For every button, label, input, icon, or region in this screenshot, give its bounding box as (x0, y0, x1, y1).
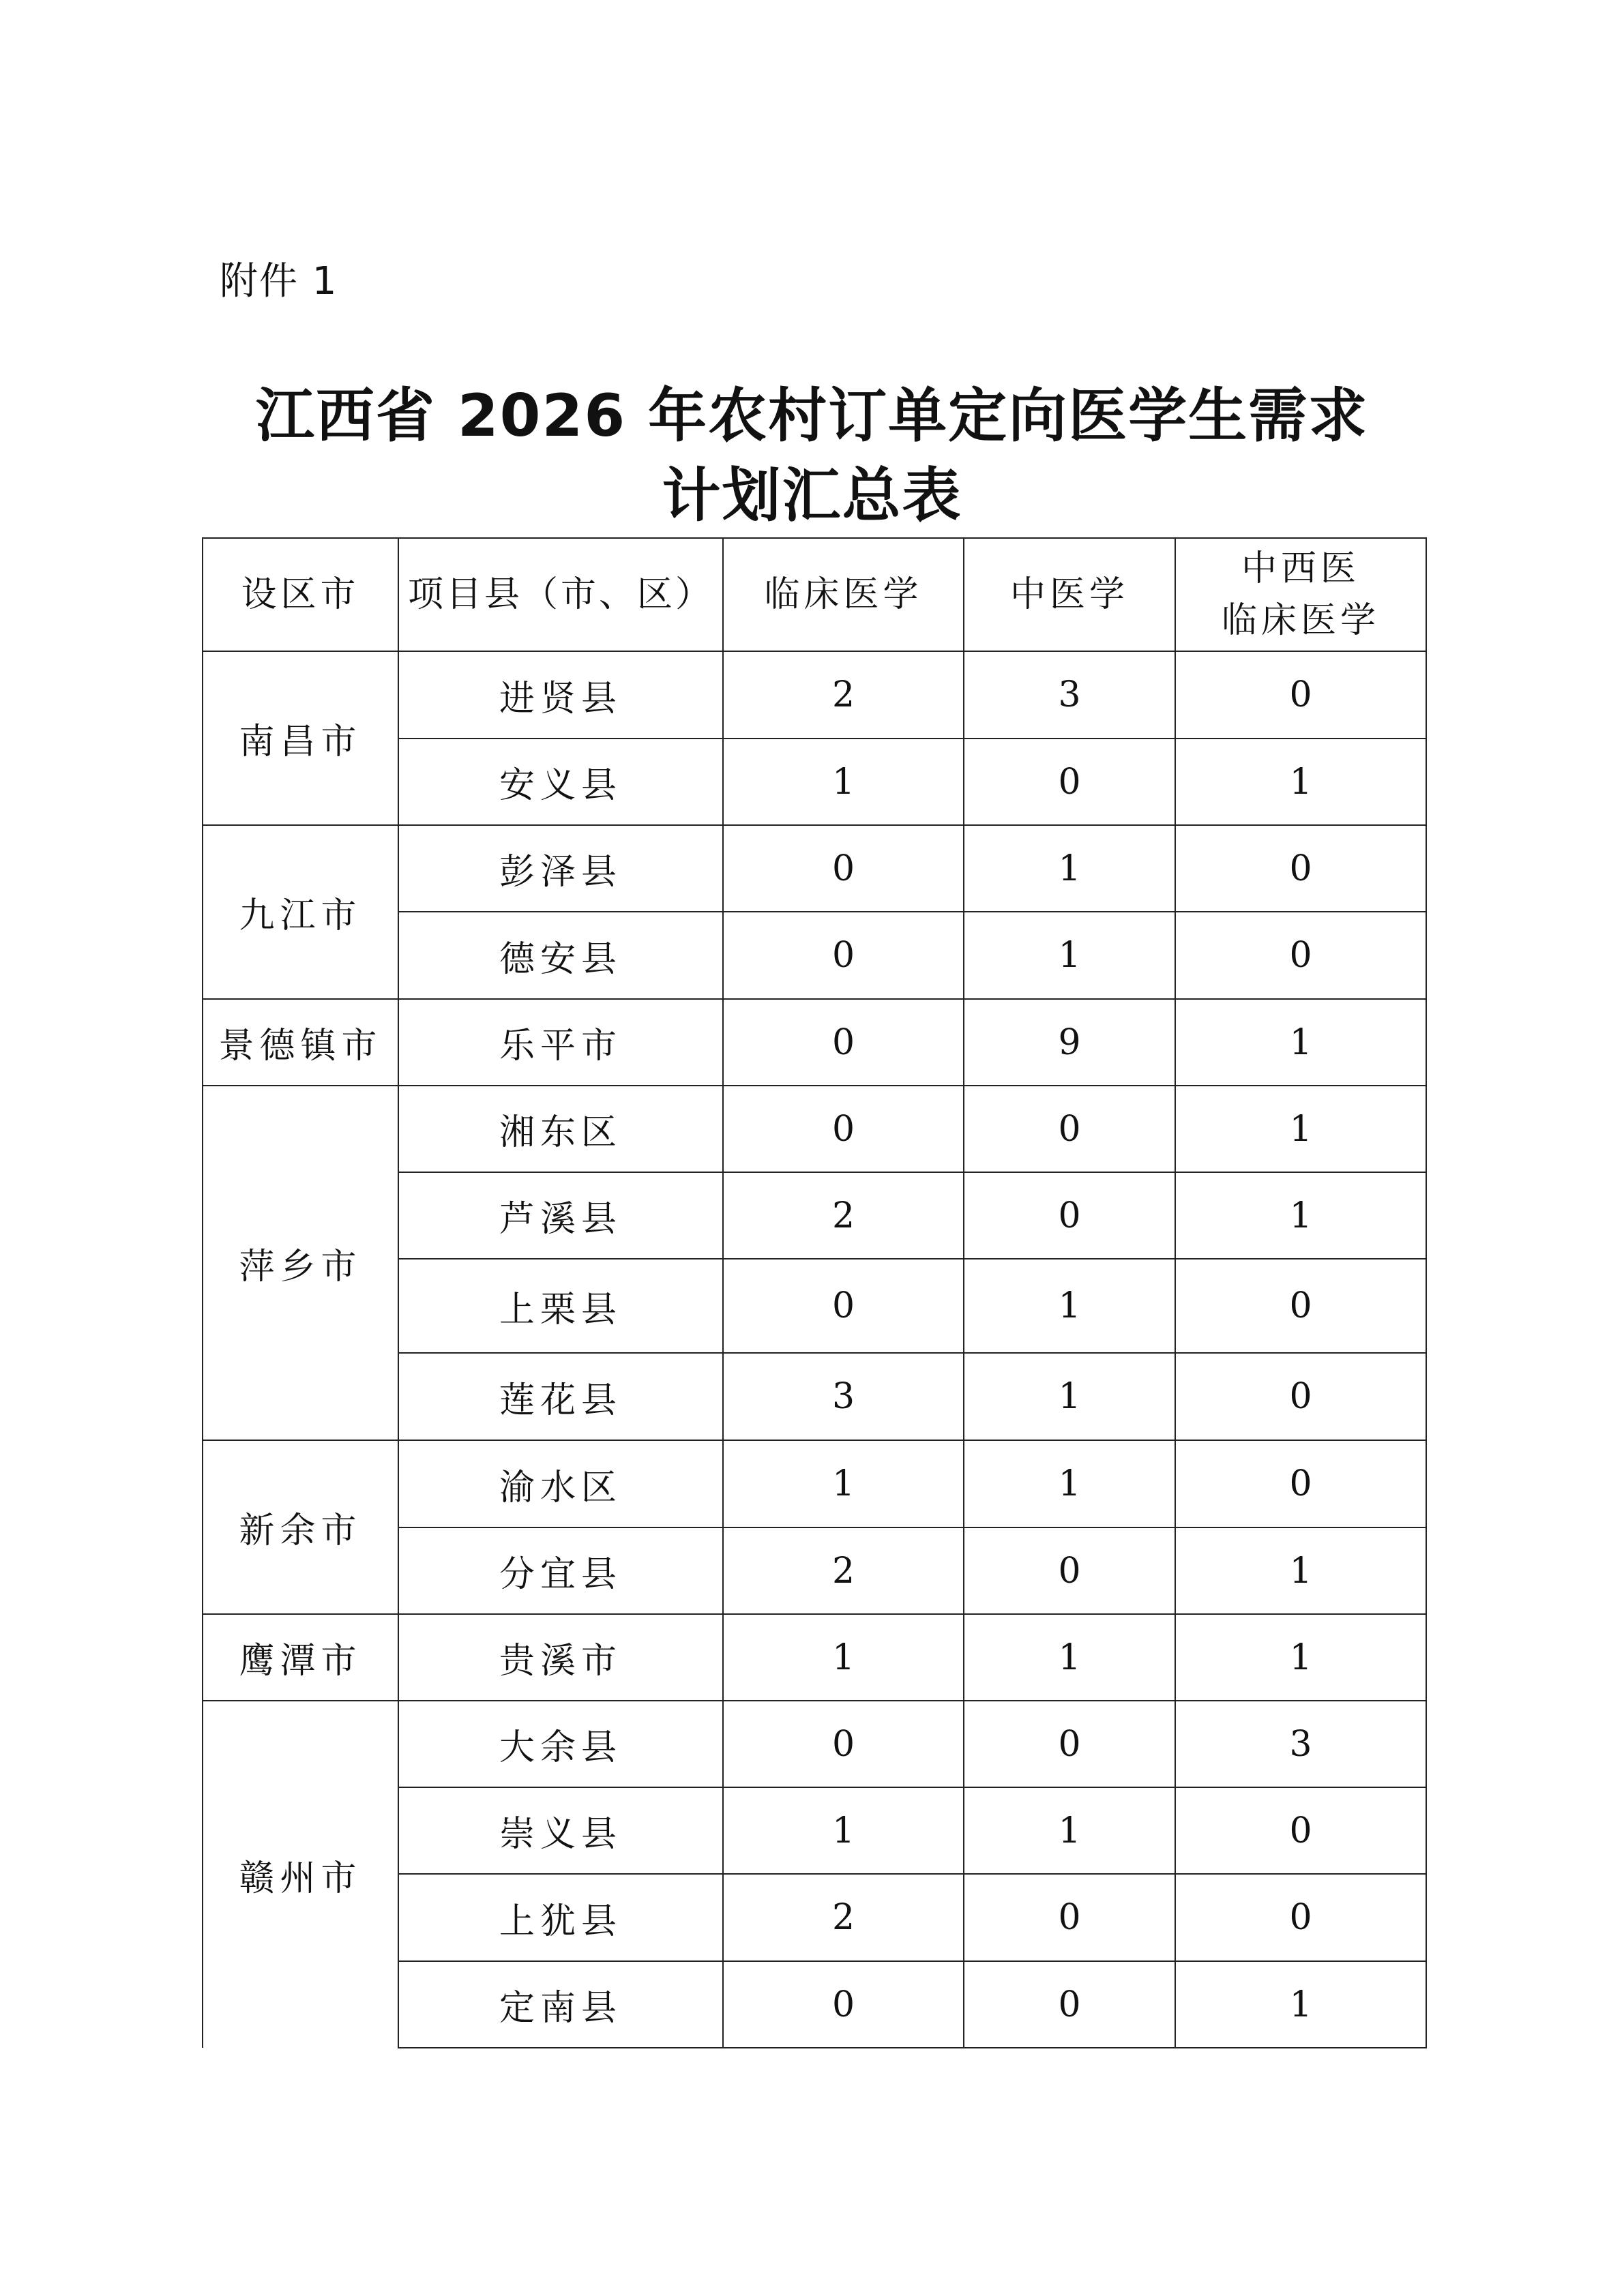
demand-plan-table (202, 537, 1427, 2048)
header-city: 设区市 (203, 538, 398, 651)
city-cell: 赣州市 (203, 1701, 398, 2048)
clinical-cell: 2 (723, 1874, 964, 1961)
tcm-cell: 0 (964, 1086, 1175, 1172)
tcm-cell: 1 (964, 1440, 1175, 1527)
attachment-label: 附件 1 (220, 259, 338, 303)
county-cell: 分宜县 (398, 1527, 723, 1614)
city-cell: 萍乡市 (203, 1086, 398, 1440)
table-row (203, 1701, 1426, 1787)
integrated-cell: 1 (1175, 1527, 1426, 1614)
clinical-cell: 0 (723, 1701, 964, 1787)
county-cell: 湘东区 (398, 1086, 723, 1172)
county-cell: 贵溪市 (398, 1614, 723, 1701)
county-cell: 渝水区 (398, 1440, 723, 1527)
tcm-cell: 0 (964, 1527, 1175, 1614)
tcm-cell: 1 (964, 1614, 1175, 1701)
city-cell: 九江市 (203, 825, 398, 999)
clinical-cell: 1 (723, 1787, 964, 1874)
table-row (203, 1086, 1426, 1172)
table-header-row (203, 538, 1426, 651)
table-row (203, 999, 1426, 1086)
clinical-cell: 2 (723, 651, 964, 739)
tcm-cell: 1 (964, 1787, 1175, 1874)
table-row (203, 1440, 1426, 1527)
tcm-cell: 0 (964, 1874, 1175, 1961)
city-cell: 景德镇市 (203, 999, 398, 1086)
county-cell: 定南县 (398, 1961, 723, 2048)
table-row (203, 651, 1426, 739)
integrated-cell: 1 (1175, 1614, 1426, 1701)
tcm-cell: 0 (964, 1172, 1175, 1259)
county-cell: 乐平市 (398, 999, 723, 1086)
city-cell: 南昌市 (203, 651, 398, 825)
header-integrated-line2: 临床医学 (1221, 600, 1380, 641)
clinical-cell: 0 (723, 1086, 964, 1172)
tcm-cell: 0 (964, 739, 1175, 825)
header-county: 项目县（市、区） (398, 538, 723, 651)
integrated-cell: 3 (1175, 1701, 1426, 1787)
clinical-cell: 3 (723, 1353, 964, 1440)
clinical-cell: 2 (723, 1527, 964, 1614)
county-cell: 德安县 (398, 912, 723, 999)
county-cell: 莲花县 (398, 1353, 723, 1440)
integrated-cell: 0 (1175, 912, 1426, 999)
clinical-cell: 0 (723, 1961, 964, 2048)
clinical-cell: 0 (723, 912, 964, 999)
county-cell: 上栗县 (398, 1259, 723, 1353)
integrated-cell: 0 (1175, 651, 1426, 739)
integrated-cell: 1 (1175, 999, 1426, 1086)
county-cell: 大余县 (398, 1701, 723, 1787)
tcm-cell: 1 (964, 912, 1175, 999)
integrated-cell: 1 (1175, 739, 1426, 825)
integrated-cell: 1 (1175, 1961, 1426, 2048)
integrated-cell: 1 (1175, 1172, 1426, 1259)
document-title-line1: 江西省 2026 年农村订单定向医学生需求 (255, 382, 1369, 450)
integrated-cell: 0 (1175, 1874, 1426, 1961)
county-cell: 彭泽县 (398, 825, 723, 912)
clinical-cell: 2 (723, 1172, 964, 1259)
document-title-line2: 计划汇总表 (662, 462, 962, 530)
clinical-cell: 0 (723, 1259, 964, 1353)
integrated-cell: 0 (1175, 1787, 1426, 1874)
clinical-cell: 1 (723, 739, 964, 825)
header-clinical: 临床医学 (723, 538, 964, 651)
county-cell: 崇义县 (398, 1787, 723, 1874)
tcm-cell: 9 (964, 999, 1175, 1086)
county-cell: 安义县 (398, 739, 723, 825)
city-cell: 新余市 (203, 1440, 398, 1614)
county-cell: 芦溪县 (398, 1172, 723, 1259)
integrated-cell: 0 (1175, 1440, 1426, 1527)
header-tcm: 中医学 (964, 538, 1175, 651)
county-cell: 进贤县 (398, 651, 723, 739)
integrated-cell: 0 (1175, 1353, 1426, 1440)
integrated-cell: 1 (1175, 1086, 1426, 1172)
clinical-cell: 0 (723, 825, 964, 912)
tcm-cell: 0 (964, 1961, 1175, 2048)
tcm-cell: 1 (964, 825, 1175, 912)
integrated-cell: 0 (1175, 1259, 1426, 1353)
header-integrated-line1: 中西医 (1241, 548, 1360, 589)
clinical-cell: 0 (723, 999, 964, 1086)
clinical-cell: 1 (723, 1440, 964, 1527)
tcm-cell: 1 (964, 1259, 1175, 1353)
tcm-cell: 3 (964, 651, 1175, 739)
city-cell: 鹰潭市 (203, 1614, 398, 1701)
header-integrated (1175, 538, 1426, 651)
table-row (203, 1614, 1426, 1701)
tcm-cell: 1 (964, 1353, 1175, 1440)
tcm-cell: 0 (964, 1701, 1175, 1787)
county-cell: 上犹县 (398, 1874, 723, 1961)
clinical-cell: 1 (723, 1614, 964, 1701)
table-body (203, 651, 1426, 2048)
table-row (203, 825, 1426, 912)
integrated-cell: 0 (1175, 825, 1426, 912)
